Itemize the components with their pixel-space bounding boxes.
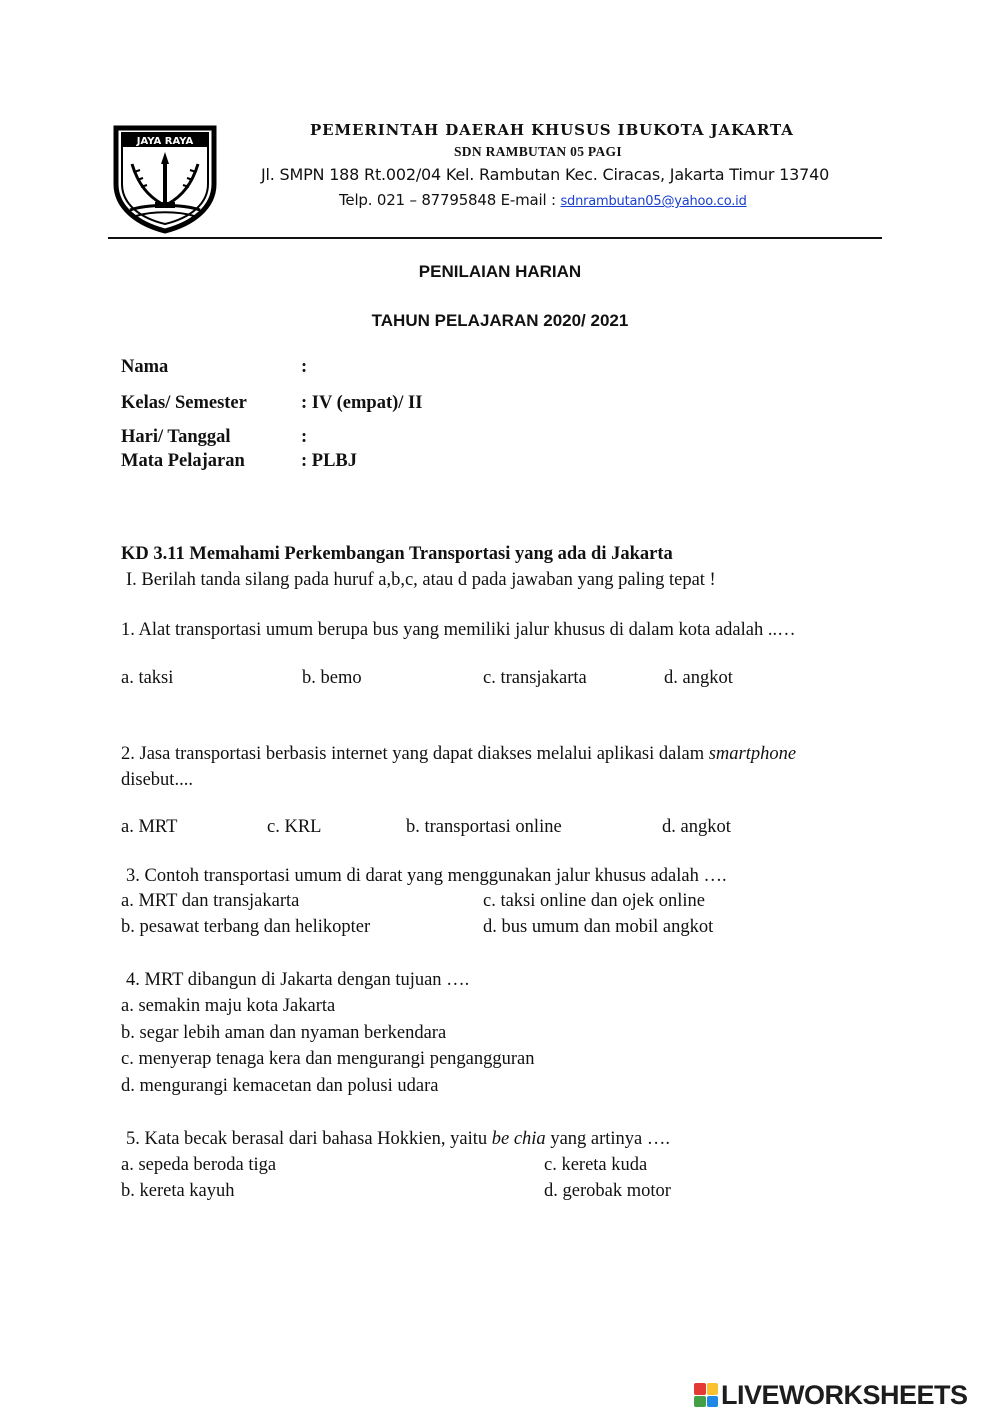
q5-option-c[interactable]: c. kereta kuda: [544, 1155, 648, 1175]
jaya-raya-emblem-icon: [112, 124, 218, 234]
identity-value-class: : IV (empat)/ II: [301, 393, 423, 413]
q2-option-c[interactable]: c. KRL: [267, 817, 322, 837]
logo-square-green: [694, 1396, 706, 1408]
letterhead-divider: [108, 237, 882, 239]
question-2-line2: disebut....: [121, 770, 193, 790]
question-5: [126, 1129, 670, 1150]
emblem-text: JAYA RAYA: [136, 136, 194, 147]
q2-option-b[interactable]: b. transportasi online: [406, 817, 562, 837]
letterhead-school-name: SDN RAMBUTAN 05 PAGI: [454, 144, 622, 159]
q1-option-d[interactable]: d. angkot: [664, 668, 733, 688]
kd-heading: KD 3.11 Memahami Perkembangan Transportasi yang ada di Jakarta: [121, 544, 673, 564]
email-link[interactable]: sdnrambutan05@yahoo.co.id: [560, 194, 747, 209]
q2-option-a[interactable]: a. MRT: [121, 817, 178, 837]
question-2: [121, 744, 796, 765]
question-2-italic: smartphone: [708, 744, 797, 764]
question-2-text: 2. Jasa transportasi berbasis internet yang dapat diakses melalui aplikasi dalam: [121, 744, 709, 764]
q4-option-a[interactable]: a. semakin maju kota Jakarta: [121, 996, 336, 1016]
instruction: I. Berilah tanda silang pada huruf a,b,c, atau d pada jawaban yang paling tepat !: [126, 570, 716, 590]
liveworksheets-watermark: [694, 1378, 968, 1412]
watermark-text: LIVEWORKSHEETS: [721, 1379, 968, 1410]
logo-square-yellow: [707, 1383, 719, 1395]
letterhead-contact: [339, 191, 747, 209]
q4-option-d[interactable]: d. mengurangi kemacetan dan polusi udara: [121, 1076, 439, 1096]
q3-option-a[interactable]: a. MRT dan transjakarta: [121, 891, 300, 911]
q1-option-a[interactable]: a. taksi: [121, 668, 174, 688]
identity-value-date: :: [301, 427, 308, 447]
identity-value-name: :: [301, 357, 308, 377]
q4-option-c[interactable]: c. menyerap tenaga kera dan mengurangi pengangguran: [121, 1049, 535, 1069]
question-5-italic: be chia: [491, 1129, 546, 1149]
identity-label-subject: Mata Pelajaran: [121, 451, 245, 471]
letterhead-government: PEMERINTAH DAERAH KHUSUS IBUKOTA JAKARTA: [310, 121, 794, 139]
q3-option-c[interactable]: c. taksi online dan ojek online: [483, 891, 705, 911]
identity-label-date: Hari/ Tanggal: [121, 427, 231, 447]
question-4: 4. MRT dibangun di Jakarta dengan tujuan ….: [126, 970, 470, 990]
letterhead-address: Jl. SMPN 188 Rt.002/04 Kel. Rambutan Kec. Ciracas, Jakarta Timur 13740: [261, 165, 830, 184]
q5-option-d[interactable]: d. gerobak motor: [544, 1181, 671, 1201]
logo-square-red: [694, 1383, 706, 1395]
question-5-text: 5. Kata becak berasal dari bahasa Hokkien, yaitu: [126, 1129, 492, 1149]
q3-option-b[interactable]: b. pesawat terbang dan helikopter: [121, 917, 371, 937]
logo-square-blue: [707, 1396, 719, 1408]
question-5-text-end: yang artinya ….: [545, 1129, 671, 1149]
q2-option-d[interactable]: d. angkot: [662, 817, 731, 837]
identity-label-class: Kelas/ Semester: [121, 393, 247, 413]
liveworksheets-logo-icon: [694, 1383, 718, 1407]
q5-option-a[interactable]: a. sepeda beroda tiga: [121, 1155, 277, 1175]
letterhead-phone: Telp. 021 – 87795848 E-mail :: [339, 191, 561, 209]
question-1: 1. Alat transportasi umum berupa bus yang memiliki jalur khusus di dalam kota adalah ..…: [121, 620, 796, 640]
q5-option-b[interactable]: b. kereta kayuh: [121, 1181, 235, 1201]
q4-option-b[interactable]: b. segar lebih aman dan nyaman berkendara: [121, 1023, 447, 1043]
q1-option-c[interactable]: c. transjakarta: [483, 668, 587, 688]
q1-option-b[interactable]: b. bemo: [302, 668, 362, 688]
question-3: 3. Contoh transportasi umum di darat yang menggunakan jalur khusus adalah ….: [126, 866, 727, 886]
identity-value-subject: : PLBJ: [301, 451, 358, 471]
identity-label-name: Nama: [121, 357, 169, 377]
q3-option-d[interactable]: d. bus umum dan mobil angkot: [483, 917, 714, 937]
academic-year: TAHUN PELAJARAN 2020/ 2021: [371, 311, 629, 330]
page-title: PENILAIAN HARIAN: [418, 262, 582, 281]
